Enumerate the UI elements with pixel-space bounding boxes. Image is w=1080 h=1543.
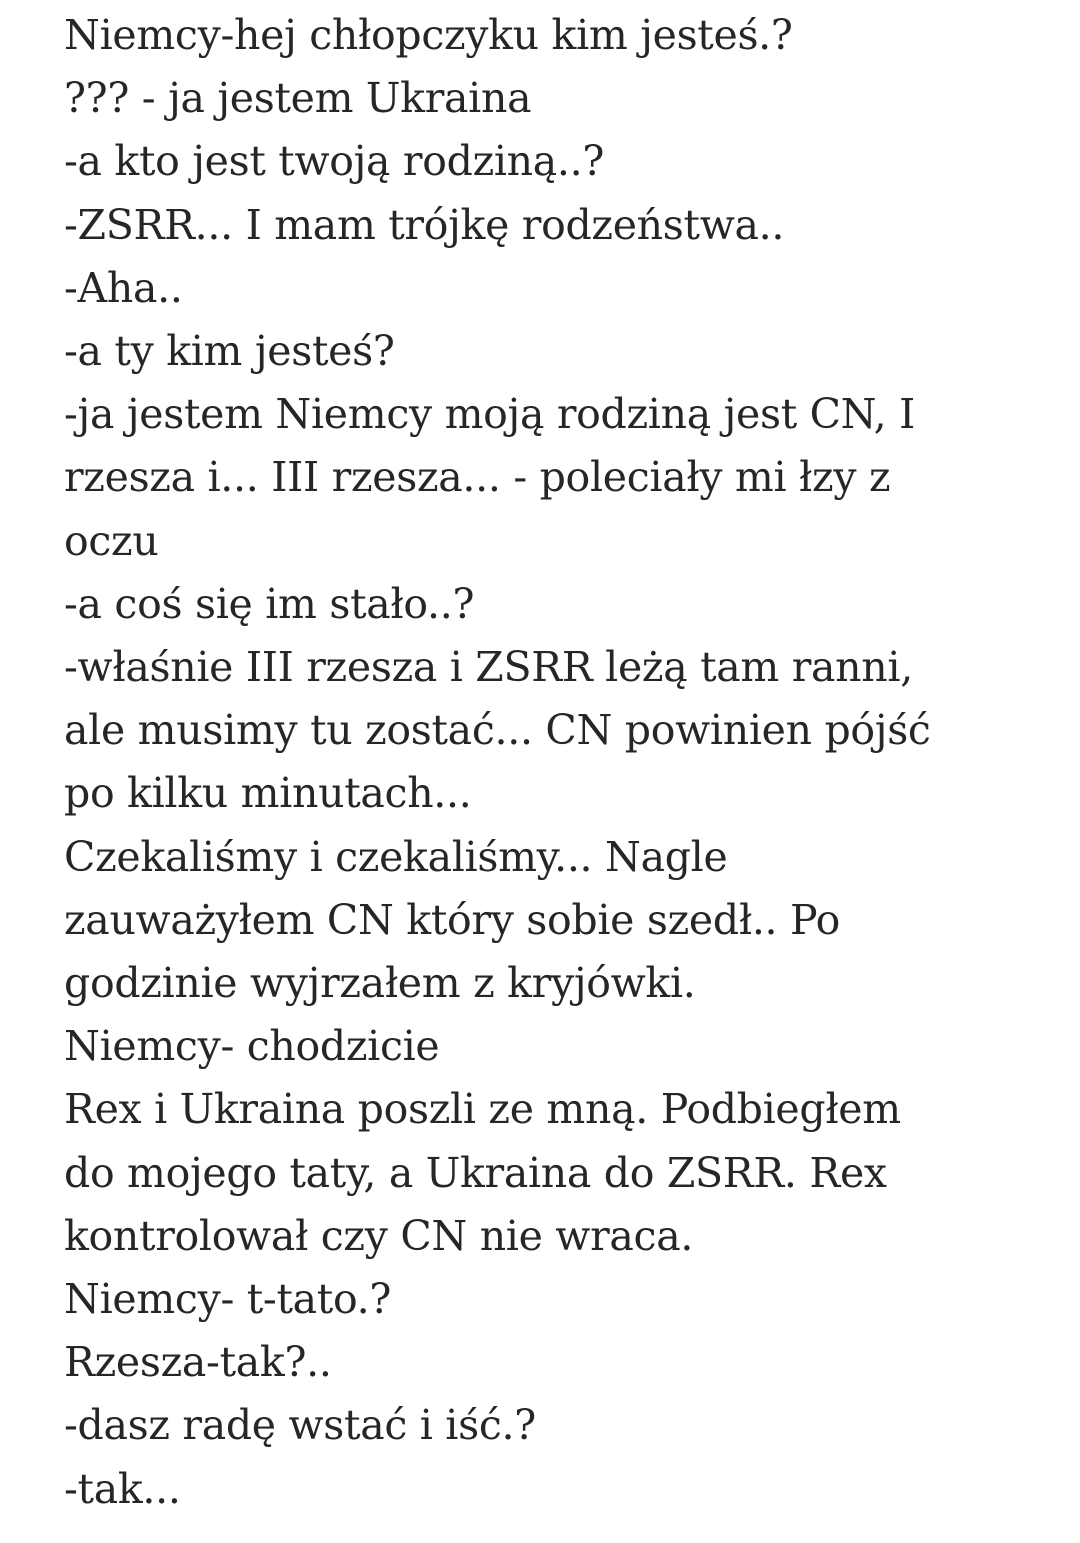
text-line: -dasz radę wstać i iść.? <box>64 1401 536 1450</box>
text-line: -właśnie III rzesza i ZSRR leżą tam ranni, <box>64 643 913 692</box>
story-text <box>64 4 1064 1521</box>
text-line: Czekaliśmy i czekaliśmy... Nagle <box>64 832 728 881</box>
text-line: oczu <box>64 516 159 565</box>
text-line: zauważyłem CN który sobie szedł.. Po <box>64 895 841 944</box>
text-line: ??? - ja jestem Ukraina <box>64 74 532 123</box>
text-line: -ja jestem Niemcy moją rodziną jest CN, I <box>64 390 915 439</box>
text-line: -Aha.. <box>64 263 183 312</box>
text-line: kontrolował czy CN nie wraca. <box>64 1211 694 1260</box>
text-line: godzinie wyjrzałem z kryjówki. <box>64 959 696 1008</box>
text-line: rzesza i... III rzesza... - poleciały mi łzy z <box>64 453 891 502</box>
text-line: do mojego taty, a Ukraina do ZSRR. Rex <box>64 1148 887 1197</box>
text-line: -ZSRR... I mam trójkę rodzeństwa.. <box>64 200 785 249</box>
text-line: -tak... <box>64 1464 181 1513</box>
text-line: po kilku minutach... <box>64 769 472 818</box>
text-line: Niemcy- chodzicie <box>64 1022 440 1071</box>
text-line: -a coś się im stało..? <box>64 579 475 628</box>
text-line: Niemcy- t-tato.? <box>64 1275 392 1324</box>
text-line: -a ty kim jesteś? <box>64 327 395 376</box>
text-line: Niemcy-hej chłopczyku kim jesteś.? <box>64 11 793 59</box>
text-line: ale musimy tu zostać... CN powinien pójść <box>64 706 931 755</box>
text-line: -a kto jest twoją rodziną..? <box>64 137 605 186</box>
text-line: Rex i Ukraina poszli ze mną. Podbiegłem <box>64 1085 901 1134</box>
text-line: Rzesza-tak?.. <box>64 1338 332 1387</box>
